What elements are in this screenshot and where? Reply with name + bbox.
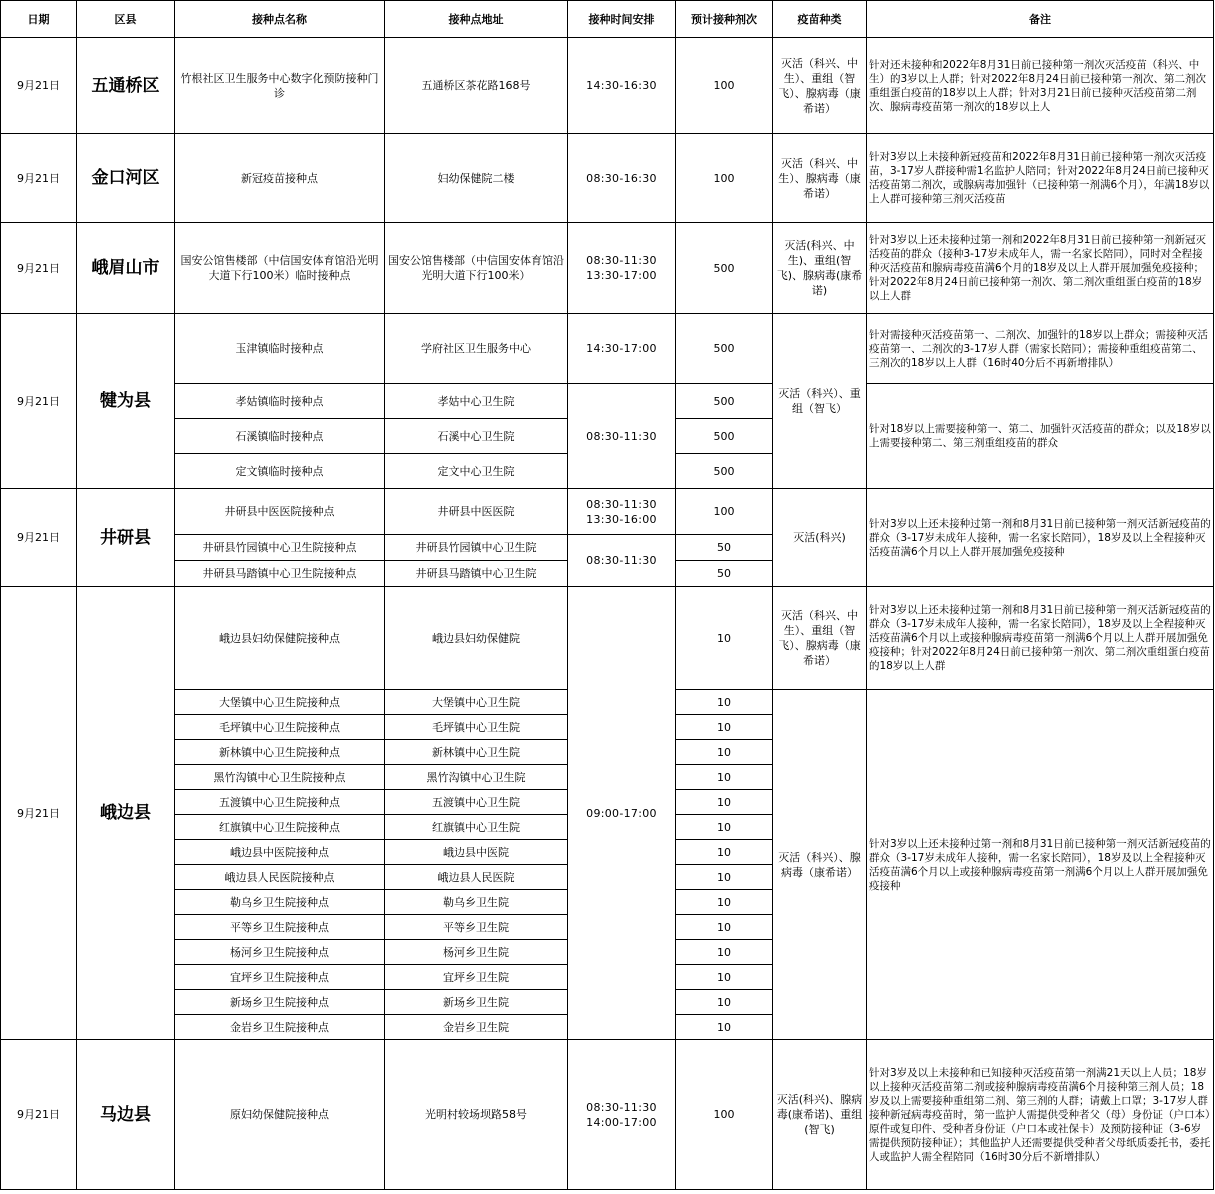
doses-cell: 100 <box>676 38 773 134</box>
header-date: 日期 <box>1 1 77 38</box>
note-cell: 针对3岁以上还未接种过第一剂和8月31日前已接种第一剂灭活新冠疫苗的群众（3-17岁未成年人接种，需一名家长陪同），18岁及以上全程接种灭活疫苗满6个月以上或接种腺病毒疫苗第一剂满6个月以上人群开展加强免疫接种 <box>867 690 1214 1040</box>
site-name-cell: 孝姑镇临时接种点 <box>175 384 385 419</box>
site-address-cell: 井研县中医医院 <box>385 489 568 535</box>
doses-cell: 50 <box>676 535 773 561</box>
county-cell: 五通桥区 <box>77 38 175 134</box>
date-cell: 9月21日 <box>1 38 77 134</box>
site-name-cell: 毛坪镇中心卫生院接种点 <box>175 715 385 740</box>
site-address-cell: 峨边县人民医院 <box>385 865 568 890</box>
doses-cell: 10 <box>676 765 773 790</box>
note-cell: 针对3岁以上还未接种过第一剂和2022年8月31日前已接种第一剂新冠灭活疫苗的群众（接种3-17岁未成年人，需一名家长陪同），同时对全程接种灭活疫苗和腺病毒疫苗满6个月的18岁及以上人群开展加强免疫接种；针对2022年8月24日前已接种第一剂次、第二剂次重组蛋白疫苗的18岁以上人群 <box>867 223 1214 314</box>
site-name-cell: 玉津镇临时接种点 <box>175 314 385 384</box>
site-name-cell: 新场乡卫生院接种点 <box>175 990 385 1015</box>
table-row <box>1 223 1214 314</box>
note-cell: 针对需接种灭活疫苗第一、二剂次、加强针的18岁以上群众；需接种灭活疫苗第一、二剂次的3-17岁人群（需家长陪同）；需接种重组疫苗第二、三剂次的18岁以上人群（16时40分后不再新增排队） <box>867 314 1214 384</box>
doses-cell: 50 <box>676 561 773 587</box>
doses-cell: 10 <box>676 740 773 765</box>
site-name-cell: 黑竹沟镇中心卫生院接种点 <box>175 765 385 790</box>
vaccine-cell: 灭活（科兴、中生）、腺病毒（康希诺） <box>773 134 867 223</box>
doses-cell: 10 <box>676 865 773 890</box>
site-address-cell: 孝姑中心卫生院 <box>385 384 568 419</box>
site-address-cell: 勒乌乡卫生院 <box>385 890 568 915</box>
doses-cell: 100 <box>676 489 773 535</box>
doses-cell: 500 <box>676 223 773 314</box>
site-address-cell: 妇幼保健院二楼 <box>385 134 568 223</box>
doses-cell: 500 <box>676 384 773 419</box>
time-line-2: 14:00-17:00 <box>586 1115 657 1129</box>
site-name-cell: 定文镇临时接种点 <box>175 454 385 489</box>
county-cell: 马边县 <box>77 1040 175 1190</box>
time-cell <box>568 223 676 314</box>
time-cell: 08:30-11:30 <box>568 384 676 489</box>
site-name-cell: 勒乌乡卫生院接种点 <box>175 890 385 915</box>
site-address-cell: 新林镇中心卫生院 <box>385 740 568 765</box>
doses-cell: 100 <box>676 134 773 223</box>
time-line-2: 13:30-16:00 <box>586 512 657 526</box>
note-cell: 针对3岁以上还未接种过第一剂和8月31日前已接种第一剂灭活新冠疫苗的群众（3-17岁未成年人接种，需一名家长陪同），18岁及以上全程接种灭活疫苗满6个月以上或接种腺病毒疫苗第一剂满6个月以上人群开展加强免疫接种；针对2022年8月24日前已接种第一剂次、第二剂次重组蛋白疫苗的18岁以上人群 <box>867 587 1214 690</box>
site-name-cell: 峨边县中医院接种点 <box>175 840 385 865</box>
doses-cell: 500 <box>676 454 773 489</box>
note-cell: 针对3岁及以上未接种和已知接种灭活疫苗第一剂满21天以上人员；18岁以上接种灭活疫苗第二剂或接种腺病毒疫苗满6个月接种第三剂人员；18岁及以上需要接种重组第二剂、第三剂的人群；请戴上口罩；3-17岁人群接种新冠病毒疫苗时，第一监护人需提供受种者父（母）身份证（户口本）原件或复印件、受种者身份证（户口本或社保卡）及预防接种证（3-6岁需提供预防接种证）；其他监护人还需要提供受种者父母纸质委托书，委托人或监护人需全程陪同（16时30分后不新增排队） <box>867 1040 1214 1190</box>
doses-cell: 10 <box>676 840 773 865</box>
doses-cell: 500 <box>676 314 773 384</box>
note-cell: 针对18岁以上需要接种第一、第二、加强针灭活疫苗的群众；以及18岁以上需要接种第二、第三剂重组疫苗的群众 <box>867 384 1214 489</box>
site-address-cell: 毛坪镇中心卫生院 <box>385 715 568 740</box>
site-name-cell: 石溪镇临时接种点 <box>175 419 385 454</box>
table-row <box>1 38 1214 134</box>
vaccine-cell: 灭活（科兴、中生）、重组（智飞）、腺病毒（康希诺） <box>773 38 867 134</box>
table-row <box>1 384 1214 419</box>
header-time: 接种时间安排 <box>568 1 676 38</box>
doses-cell: 10 <box>676 940 773 965</box>
time-cell: 14:30-16:30 <box>568 38 676 134</box>
site-address-cell: 定文中心卫生院 <box>385 454 568 489</box>
site-name-cell: 井研县竹园镇中心卫生院接种点 <box>175 535 385 561</box>
site-address-cell: 五渡镇中心卫生院 <box>385 790 568 815</box>
vaccine-cell: 灭活(科兴、中生)、重组(智飞)、腺病毒(康希诺) <box>773 223 867 314</box>
site-name-cell: 峨边县妇幼保健院接种点 <box>175 587 385 690</box>
date-cell: 9月21日 <box>1 489 77 587</box>
site-name-cell: 井研县马踏镇中心卫生院接种点 <box>175 561 385 587</box>
site-address-cell: 黑竹沟镇中心卫生院 <box>385 765 568 790</box>
site-address-cell: 峨边县中医院 <box>385 840 568 865</box>
note-cell: 针对3岁以上未接种新冠疫苗和2022年8月31日前已接种第一剂次灭活疫苗，3-17岁人群接种需1名监护人陪同；针对2022年8月24日前已接种灭活疫苗第二剂次，或腺病毒加强针（已接种第一剂满6个月），年满18岁以上人群可接种第三剂灭活疫苗 <box>867 134 1214 223</box>
doses-cell: 10 <box>676 990 773 1015</box>
date-cell: 9月21日 <box>1 314 77 489</box>
county-cell: 峨眉山市 <box>77 223 175 314</box>
time-line-1: 08:30-11:30 <box>586 497 657 511</box>
vaccine-cell: 灭活(科兴) <box>773 489 867 587</box>
site-address-cell: 大堡镇中心卫生院 <box>385 690 568 715</box>
time-cell: 08:30-11:30 <box>568 535 676 587</box>
site-address-cell: 平等乡卫生院 <box>385 915 568 940</box>
header-doses: 预计接种剂次 <box>676 1 773 38</box>
site-name-cell: 新林镇中心卫生院接种点 <box>175 740 385 765</box>
note-cell: 针对3岁以上还未接种过第一剂和8月31日前已接种第一剂灭活新冠疫苗的群众（3-17岁未成年人接种，需一名家长陪同），18岁及以上全程接种灭活疫苗满6个月以上人群开展加强免疫接种 <box>867 489 1214 587</box>
table-row <box>1 134 1214 223</box>
doses-cell: 500 <box>676 419 773 454</box>
doses-cell: 10 <box>676 690 773 715</box>
site-address-cell: 峨边县妇幼保健院 <box>385 587 568 690</box>
doses-cell: 10 <box>676 790 773 815</box>
table-row <box>1 489 1214 535</box>
site-name-cell: 红旗镇中心卫生院接种点 <box>175 815 385 840</box>
site-name-cell: 井研县中医医院接种点 <box>175 489 385 535</box>
doses-cell: 10 <box>676 965 773 990</box>
county-cell: 峨边县 <box>77 587 175 1040</box>
site-address-cell: 红旗镇中心卫生院 <box>385 815 568 840</box>
header-note: 备注 <box>867 1 1214 38</box>
doses-cell: 10 <box>676 915 773 940</box>
site-name-cell: 平等乡卫生院接种点 <box>175 915 385 940</box>
site-name-cell: 竹根社区卫生服务中心数字化预防接种门诊 <box>175 38 385 134</box>
county-cell: 犍为县 <box>77 314 175 489</box>
site-name-cell: 原妇幼保健院接种点 <box>175 1040 385 1190</box>
doses-cell: 10 <box>676 890 773 915</box>
date-cell: 9月21日 <box>1 1040 77 1190</box>
site-name-cell: 金岩乡卫生院接种点 <box>175 1015 385 1040</box>
time-line-1: 08:30-11:30 <box>586 1100 657 1114</box>
site-address-cell: 新场乡卫生院 <box>385 990 568 1015</box>
site-address-cell: 金岩乡卫生院 <box>385 1015 568 1040</box>
site-address-cell: 宜坪乡卫生院 <box>385 965 568 990</box>
site-name-cell: 国安公馆售楼部（中信国安体育馆沿光明大道下行100米）临时接种点 <box>175 223 385 314</box>
table-row <box>1 587 1214 690</box>
vaccine-cell: 灭活(科兴)、腺病毒(康希诺)、重组(智飞) <box>773 1040 867 1190</box>
site-address-cell: 杨河乡卫生院 <box>385 940 568 965</box>
site-name-cell: 杨河乡卫生院接种点 <box>175 940 385 965</box>
date-cell: 9月21日 <box>1 134 77 223</box>
table-row <box>1 314 1214 384</box>
header-vaccine: 疫苗种类 <box>773 1 867 38</box>
time-cell <box>568 489 676 535</box>
doses-cell: 10 <box>676 715 773 740</box>
doses-cell: 10 <box>676 587 773 690</box>
header-site-name: 接种点名称 <box>175 1 385 38</box>
time-cell: 09:00-17:00 <box>568 587 676 1040</box>
site-address-cell: 井研县马踏镇中心卫生院 <box>385 561 568 587</box>
site-address-cell: 五通桥区茶花路168号 <box>385 38 568 134</box>
site-name-cell: 大堡镇中心卫生院接种点 <box>175 690 385 715</box>
time-cell <box>568 1040 676 1190</box>
site-name-cell: 新冠疫苗接种点 <box>175 134 385 223</box>
date-cell: 9月21日 <box>1 587 77 1040</box>
table-row <box>1 1040 1214 1190</box>
county-cell: 井研县 <box>77 489 175 587</box>
time-line-1: 08:30-11:30 <box>586 254 657 267</box>
time-cell: 14:30-17:00 <box>568 314 676 384</box>
header-row <box>1 1 1214 38</box>
vaccine-cell: 灭活（科兴、中生）、重组（智飞）、腺病毒（康希诺） <box>773 587 867 690</box>
note-cell: 针对还未接种和2022年8月31日前已接种第一剂次灭活疫苗（科兴、中生）的3岁以上人群；针对2022年8月24日前已接种第一剂次、第二剂次重组蛋白疫苗的18岁以上人群；针对3月21日前已接种灭活疫苗第二剂次、腺病毒疫苗第一剂次的18岁以上人 <box>867 38 1214 134</box>
header-county: 区县 <box>77 1 175 38</box>
site-address-cell: 国安公馆售楼部（中信国安体育馆沿光明大道下行100米） <box>385 223 568 314</box>
doses-cell: 10 <box>676 815 773 840</box>
doses-cell: 10 <box>676 1015 773 1040</box>
site-address-cell: 光明村较场坝路58号 <box>385 1040 568 1190</box>
date-cell: 9月21日 <box>1 223 77 314</box>
site-address-cell: 学府社区卫生服务中心 <box>385 314 568 384</box>
site-name-cell: 宜坪乡卫生院接种点 <box>175 965 385 990</box>
county-cell: 金口河区 <box>77 134 175 223</box>
site-name-cell: 峨边县人民医院接种点 <box>175 865 385 890</box>
time-cell: 08:30-16:30 <box>568 134 676 223</box>
site-address-cell: 井研县竹园镇中心卫生院 <box>385 535 568 561</box>
site-address-cell: 石溪中心卫生院 <box>385 419 568 454</box>
vaccine-cell: 灭活（科兴）、重组（智飞） <box>773 314 867 489</box>
site-name-cell: 五渡镇中心卫生院接种点 <box>175 790 385 815</box>
header-site-address: 接种点地址 <box>385 1 568 38</box>
time-line-2: 13:30-17:00 <box>586 269 657 282</box>
vaccine-cell: 灭活（科兴）、腺病毒（康希诺） <box>773 690 867 1040</box>
doses-cell: 100 <box>676 1040 773 1190</box>
